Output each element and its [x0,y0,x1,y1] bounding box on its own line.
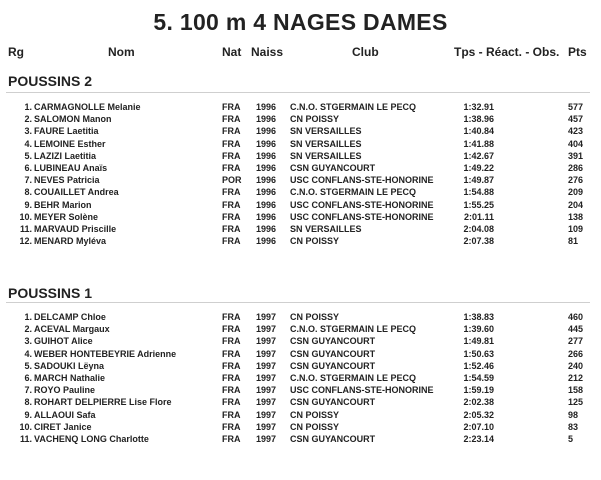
swimmer-name: SADOUKI Lëyna [34,360,105,371]
club-name: USC CONFLANS-STE-HONORINE [290,385,434,396]
result-row [0,174,601,186]
race-time: 1:49.22 [463,163,494,173]
race-time: 2:07.10 [463,421,494,432]
birth-year: 1997 [256,336,277,347]
result-rank: 8. [24,187,32,198]
club-name: USC CONFLANS-STE-HONORINE [290,175,434,186]
header-club: Club [352,45,379,59]
swimmer-name: WEBER HONTEBEYRIE Adrienne [34,348,177,359]
result-rank: 7. [24,175,32,186]
club-name: C.N.O. STGERMAIN LE PECQ [290,324,417,335]
points: 158 [568,385,584,396]
birth-year: 1997 [256,434,277,444]
result-rank: 3. [24,336,32,347]
points: 5 [568,434,574,444]
result-row [0,311,601,323]
result-row [0,125,601,137]
result-row [0,186,601,198]
swimmer-name: LAZIZI Laetitia [34,150,97,161]
section-divider [6,92,590,93]
club-name: C.N.O. STGERMAIN LE PECQ [290,187,417,198]
nationality: POR [222,175,242,186]
birth-year: 1997 [256,397,277,408]
points: 266 [568,348,584,359]
header-rg: Rg [8,45,24,59]
result-row [0,199,601,211]
swimmer-name: FAURE Laetitia [34,126,99,137]
result-rank: 11. [19,434,32,444]
points: 125 [568,397,584,408]
swimmer-name: MENARD Myléva [34,236,107,247]
club-name: CSN GUYANCOURT [290,397,376,408]
result-row [0,235,601,247]
race-time: 2:05.32 [463,409,494,420]
nationality: FRA [222,434,241,444]
club-name: SN VERSAILLES [290,224,362,234]
club-name: CN POISSY [290,409,340,420]
result-rank: 10. [19,421,32,432]
result-row [0,138,601,150]
nationality: FRA [222,211,241,222]
points: 81 [568,236,579,247]
result-row [0,162,601,174]
birth-year: 1997 [256,324,277,335]
result-row [0,101,601,113]
birth-year: 1997 [256,421,277,432]
club-name: CSN GUYANCOURT [290,434,376,444]
result-row [0,113,601,125]
result-row [0,323,601,335]
points: 577 [568,102,584,112]
birth-year: 1997 [256,312,277,322]
result-row [0,360,601,372]
result-rank: 4. [24,348,32,359]
birth-year: 1996 [256,114,277,125]
race-time: 1:49.87 [463,175,494,186]
points: 457 [568,114,584,125]
header-naiss: Naiss [251,45,284,59]
race-time: 2:01.11 [463,211,494,222]
points: 404 [568,138,584,149]
nationality: FRA [222,224,241,234]
nationality: FRA [222,163,241,173]
result-row [0,372,601,384]
swimmer-name: BEHR Marion [34,199,92,210]
club-name: CN POISSY [290,312,340,322]
club-name: SN VERSAILLES [290,150,362,161]
points: 138 [568,211,584,222]
birth-year: 1996 [256,138,277,149]
swimmer-name: MARVAUD Priscille [34,224,117,234]
nationality: FRA [222,373,241,383]
swimmer-name: ROYO Pauline [34,385,96,396]
race-time: 1:32.91 [463,102,494,112]
race-time: 2:07.38 [463,236,494,247]
club-name: CSN GUYANCOURT [290,336,376,347]
nationality: FRA [222,150,241,161]
result-row [0,348,601,360]
section-divider [6,302,590,303]
result-rank: 9. [24,199,32,210]
result-row [0,223,601,235]
swimmer-name: ROHART DELPIERRE Lise Flore [34,397,172,408]
points: 277 [568,336,584,347]
race-time: 1:38.96 [463,114,494,125]
birth-year: 1996 [256,150,277,161]
result-rank: 5. [24,360,32,371]
result-rank: 2. [24,114,32,125]
swimmer-name: COUAILLET Andrea [34,187,119,198]
race-time: 2:02.38 [463,397,494,408]
points: 460 [568,312,584,322]
result-rank: 10. [19,211,32,222]
result-rank: 4. [24,138,32,149]
result-rank: 11. [19,224,32,234]
nationality: FRA [222,126,241,137]
nationality: FRA [222,409,241,420]
swimmer-name: NEVES Patricia [34,175,100,186]
page-title: 5. 100 m 4 NAGES DAMES [153,9,448,35]
nationality: FRA [222,199,241,210]
birth-year: 1996 [256,126,277,137]
header-nom: Nom [108,45,135,59]
result-rank: 2. [24,324,32,335]
birth-year: 1996 [256,236,277,247]
race-time: 1:50.63 [463,348,494,359]
swimmer-name: DELCAMP Chloe [34,312,106,322]
result-rank: 3. [24,126,32,137]
nationality: FRA [222,348,241,359]
points: 204 [568,199,584,210]
result-rank: 8. [24,397,32,408]
result-row [0,211,601,223]
birth-year: 1997 [256,360,277,371]
result-rank: 1. [24,102,32,112]
result-rank: 5. [24,150,32,161]
swimmer-name: ALLAOUI Safa [34,409,96,420]
result-row [0,396,601,408]
race-time: 1:52.46 [463,360,494,371]
swimmer-name: CIRET Janice [34,421,92,432]
points: 209 [568,187,584,198]
swimmer-name: SALOMON Manon [34,114,112,125]
club-name: C.N.O. STGERMAIN LE PECQ [290,102,417,112]
birth-year: 1996 [256,163,277,173]
race-time: 2:23.14 [463,434,494,444]
club-name: CN POISSY [290,236,340,247]
nationality: FRA [222,421,241,432]
race-time: 2:04.08 [463,224,494,234]
points: 276 [568,175,584,186]
club-name: SN VERSAILLES [290,138,362,149]
result-rank: 6. [24,373,32,383]
swimmer-name: MEYER Solène [34,211,99,222]
result-row [0,384,601,396]
points: 212 [568,373,584,383]
swimmer-name: LEMOINE Esther [34,138,106,149]
birth-year: 1997 [256,348,277,359]
result-rank: 7. [24,385,32,396]
result-row [0,335,601,347]
nationality: FRA [222,336,241,347]
result-rank: 12. [19,236,32,247]
swimmer-name: VACHENQ LONG Charlotte [34,434,149,444]
result-rank: 6. [24,163,32,173]
race-time: 1:40.84 [463,126,494,137]
club-name: CN POISSY [290,114,340,125]
result-row [0,433,601,445]
points: 286 [568,163,584,173]
club-name: C.N.O. STGERMAIN LE PECQ [290,373,417,383]
points: 109 [568,224,584,234]
race-time: 1:59.19 [463,385,494,396]
club-name: CSN GUYANCOURT [290,163,376,173]
race-time: 1:39.60 [463,324,494,335]
result-row [0,150,601,162]
points: 445 [568,324,584,335]
race-time: 1:54.88 [463,187,494,198]
club-name: USC CONFLANS-STE-HONORINE [290,199,434,210]
points: 98 [568,409,579,420]
birth-year: 1996 [256,102,277,112]
result-row [0,421,601,433]
swimmer-name: LUBINEAU Anaïs [34,163,108,173]
birth-year: 1996 [256,175,277,186]
result-row [0,409,601,421]
club-name: CSN GUYANCOURT [290,348,376,359]
birth-year: 1997 [256,409,277,420]
section-title-poussins-1: POUSSINS 1 [8,285,93,301]
points: 83 [568,421,579,432]
nationality: FRA [222,360,241,371]
nationality: FRA [222,397,241,408]
birth-year: 1996 [256,224,277,234]
nationality: FRA [222,114,241,125]
race-time: 1:55.25 [463,199,494,210]
result-rank: 1. [24,312,32,322]
swimmer-name: ACEVAL Margaux [34,324,110,335]
swimmer-name: MARCH Nathalie [34,373,106,383]
swimmer-name: GUIHOT Alice [34,336,93,347]
race-time: 1:42.67 [463,150,494,161]
header-pts: Pts [568,45,587,59]
birth-year: 1996 [256,199,277,210]
race-time: 1:49.81 [463,336,494,347]
section-title-poussins-2: POUSSINS 2 [8,73,93,89]
nationality: FRA [222,102,241,112]
points: 423 [568,126,584,137]
nationality: FRA [222,236,241,247]
birth-year: 1997 [256,373,277,383]
nationality: FRA [222,138,241,149]
birth-year: 1996 [256,187,277,198]
club-name: USC CONFLANS-STE-HONORINE [290,211,434,222]
nationality: FRA [222,312,241,322]
birth-year: 1997 [256,385,277,396]
points: 391 [568,150,584,161]
nationality: FRA [222,385,241,396]
result-rank: 9. [24,409,32,420]
points: 240 [568,360,584,371]
header-nat: Nat [222,45,242,59]
header-tps: Tps - Réact. - Obs. [454,45,560,59]
race-time: 1:41.88 [463,138,494,149]
race-time: 1:38.83 [463,312,494,322]
swimmer-name: CARMAGNOLLE Melanie [34,102,141,112]
club-name: CSN GUYANCOURT [290,360,376,371]
birth-year: 1996 [256,211,277,222]
nationality: FRA [222,187,241,198]
race-time: 1:54.59 [463,373,494,383]
club-name: SN VERSAILLES [290,126,362,137]
nationality: FRA [222,324,241,335]
club-name: CN POISSY [290,421,340,432]
